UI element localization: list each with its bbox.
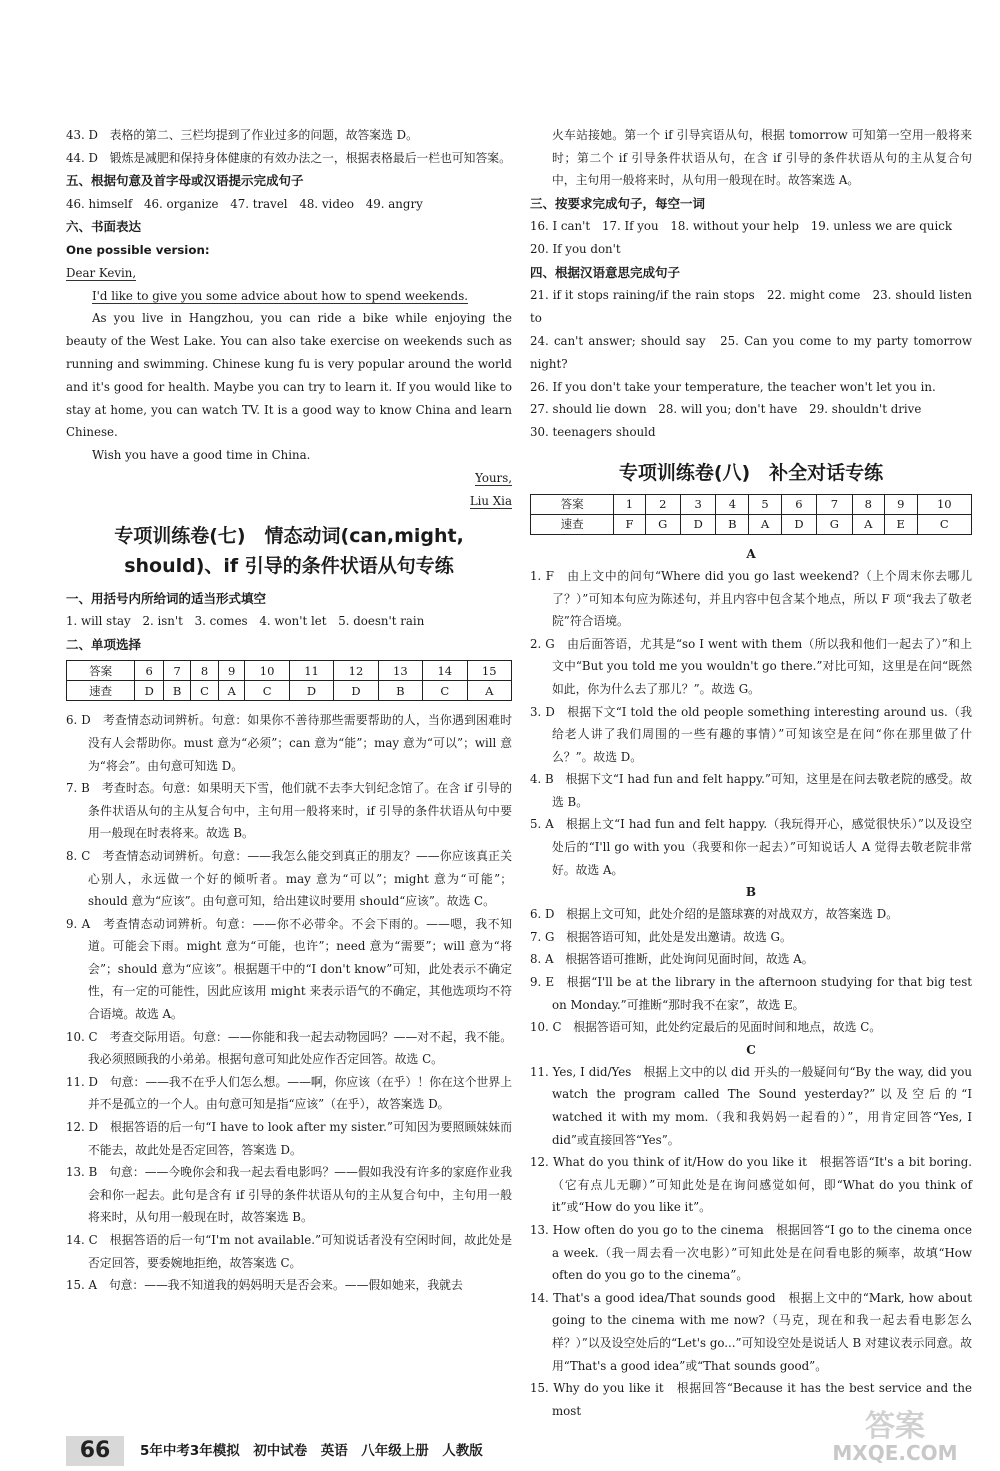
table-cell: D — [334, 681, 378, 701]
section-title-7-line1: 专项训练卷(七) 情态动词(can,might, — [114, 524, 464, 547]
answer-table-8-answers-row — [531, 514, 972, 534]
table-label: 答案 — [67, 661, 135, 681]
answer-table-7-answers-row — [67, 681, 512, 701]
table-cell: A — [218, 681, 244, 701]
table-label: 速查 — [531, 514, 614, 534]
explanation-6: 6. D 考查情态动词辨析。句意：如果你不善待那些需要帮助的人，当你遇到困难时没有人会帮助你。must 意为“必须”；can 意为“能”；may 意为“可以”；will 意为“将会”。由句意可知选 D。 — [66, 713, 512, 773]
section-3-heading: 三、按要求完成句子，每空一词 — [530, 195, 706, 211]
answer-table-8-nums-row — [531, 494, 972, 514]
section-4-line: 30. teenagers should — [530, 425, 656, 440]
section-3-line-2: 20. If you don't — [530, 242, 621, 257]
section-3-line-1: 16. I can't 17. If you 18. without your help 19. unless we are quick — [530, 219, 952, 234]
answer-table-8 — [530, 494, 972, 535]
letter-closing: Yours, — [475, 470, 512, 485]
section-title-7-line2: should)、if 引导的条件状语从句专练 — [124, 554, 454, 577]
table-cell: 14 — [423, 661, 467, 681]
adjacent-page-edge — [988, 190, 1000, 1330]
table-cell: 2 — [645, 494, 680, 514]
table-cell: 6 — [135, 661, 164, 681]
publication-info: 5年中考3年模拟 初中试卷 英语 八年级上册 人教版 — [140, 1443, 483, 1459]
part-1-heading: 一、用括号内所给词的适当形式填空 — [66, 590, 267, 606]
table-cell: 7 — [817, 494, 852, 514]
table-cell: C — [191, 681, 219, 701]
answer-43: 43. D 表格的第二、三栏均提到了作业过多的问题，故答案选 D。 — [66, 128, 418, 142]
table-cell: F — [614, 514, 645, 534]
right-column — [530, 124, 972, 1422]
section-4-line: 21. if it stops raining/if the rain stops 22. might come 23. should listen to — [530, 288, 972, 326]
table-cell: G — [645, 514, 680, 534]
part-1-answers: 1. will stay 2. isn't 3. comes 4. won't let 5. doesn't rain — [66, 614, 425, 629]
dialogue-explanation-11: 11. Yes, I did/Yes 根据上文中的以 did 开头的一般疑问句“By the way, did you watch the program called The Sound yesterday?”以及空后的“I watched it with my mom.（我和我妈妈一起看的）”，用肯定回答“Yes, I did”或直接回答“Yes”。 — [530, 1064, 972, 1147]
dialogue-explanation-10: 10. C 根据答语可知，此处约定最后的见面时间和地点，故选 C。 — [530, 1020, 882, 1035]
part-a-label: A — [746, 546, 756, 561]
explanation-13: 13. B 句意：——今晚你会和我一起去看电影吗？——假如我没有许多的家庭作业我会和你一起去。此句是含有 if 引导的条件状语从句的主从复合句中，主句用一般将来时，从句用一般现在时，故答案选 B。 — [66, 1165, 512, 1225]
section-5-answers: 46. himself 46. organize 47. travel 48. video 49. angry — [66, 196, 423, 211]
watermark-text: MXQE.COM — [832, 1441, 958, 1465]
letter-salutation: Dear Kevin, — [66, 265, 137, 280]
explanation-9: 9. A 考查情态动词辨析。句意：——你不必带伞。不会下雨的。——嗯，我不知道。可能会下雨。might 意为“可能，也许”；need 意为“需要”；will 意为“将会”；should 意为“应该”。根据题干中的“I don't know”可知，此处表示不确定性，有一定的可能性，因此应该用 might 来表示语气的不确定，其他选项均不符合语境。故选 A。 — [66, 916, 512, 1022]
dialogue-explanation-15: 15. Why do you like it 根据回答“Because it has the best service and the most — [530, 1381, 972, 1418]
explanation-12: 12. D 根据答语的后一句“I have to look after my sister.”可知因为要照顾妹妹而不能去，故此处是否定回答，答案选 D。 — [66, 1120, 512, 1157]
section-title-7 — [66, 521, 512, 581]
table-cell: 13 — [378, 661, 422, 681]
dialogue-explanation-7: 7. G 根据答语可知，此处是发出邀请。故选 G。 — [530, 929, 792, 944]
dialogue-explanation-14: 14. That's a good idea/That sounds good 根据上文中的“Mark, how about going to the cinema with me now?（马克，现在和我一起去看电影怎么样？）”以及设空处后的“Let's go...”可知设空处是说话人 B 对建议表示同意。故用“That's a good idea”或“That sounds good”。 — [530, 1290, 972, 1373]
table-cell: G — [817, 514, 852, 534]
table-cell: 15 — [467, 661, 512, 681]
answer-44: 44. D 锻炼是减肥和保持身体健康的有效办法之一，根据表格最后一栏也可知答案。 — [66, 150, 511, 165]
table-cell: A — [467, 681, 512, 701]
table-cell: D — [680, 514, 716, 534]
letter-signature: Liu Xia — [469, 493, 512, 508]
section-4-heading: 四、根据汉语意思完成句子 — [530, 264, 681, 280]
page-footer — [66, 1436, 586, 1466]
dialogue-explanation-6: 6. D 根据上文可知，此处介绍的是篮球赛的对战双方，故答案选 D。 — [530, 907, 898, 922]
table-cell: 9 — [884, 494, 917, 514]
table-cell: D — [135, 681, 164, 701]
table-label: 答案 — [531, 494, 614, 514]
part-c-label: C — [746, 1042, 756, 1057]
dialogue-explanation-13: 13. How often do you go to the cinema 根据回答“I go to the cinema once a week.（我一周去看一次电影）”可知此处是在问看电影的频率，故填“How often do you go to the cinema”。 — [530, 1222, 972, 1283]
answer-table-7-nums-row — [67, 661, 512, 681]
continuation-text: 火车站接她。第一个 if 引导宾语从句，根据 tomorrow 可知第一空用一般将来时；第二个 if 引导条件状语从句，在含 if 引导的条件状语从句的主从复合句中，主句用一般将来时，从句用一般现在时。故答案选 A。 — [552, 128, 972, 188]
table-cell: 10 — [917, 494, 971, 514]
section-title-8: 专项训练卷(八) 补全对话专练 — [618, 461, 884, 484]
table-cell: 3 — [680, 494, 716, 514]
table-cell: 9 — [218, 661, 244, 681]
table-cell: B — [378, 681, 422, 701]
section-4-line: 24. can't answer; should say 25. Can you come to my party tomorrow night? — [530, 333, 972, 371]
section-4-line: 26. If you don't take your temperature, the teacher won't let you in. — [530, 379, 936, 394]
explanation-14: 14. C 根据答语的后一句“I'm not available.”可知说话者没有空闲时间，故此处是否定回答，要委婉地拒绝，故答案选 C。 — [66, 1233, 512, 1270]
dialogue-explanation-3: 3. D 根据下文“I told the old people something interesting around us.（我给老人讲了我们周围的一些有趣的事情）”可知该空是在问“你在那里做了什么？”。故选 D。 — [530, 704, 972, 764]
dialogue-explanation-5: 5. A 根据上文“I had fun and felt happy.（我玩得开心，感觉很快乐）”以及设空处后的“I'll go with you（我要和你一起去）”可知说话人 A 觉得去敬老院非常好。故选 A。 — [530, 817, 972, 877]
table-cell: C — [245, 681, 289, 701]
table-cell: 12 — [334, 661, 378, 681]
dialogue-explanation-1: 1. F 由上文中的问句“Where did you go last weekend?（上个周末你去哪儿了？）”可知本句应为陈述句，并且内容中包含某个地点，所以 F 项“我去了敬老院”符合语境。 — [530, 568, 972, 629]
table-label: 速查 — [67, 681, 135, 701]
table-cell: 4 — [716, 494, 749, 514]
section-6-heading: 六、书面表达 — [66, 219, 142, 235]
table-cell: B — [716, 514, 749, 534]
table-cell: 1 — [614, 494, 645, 514]
explanation-7: 7. B 考查时态。句意：如果明天下雪，他们就不去李大钊纪念馆了。在含 if 引导的条件状语从句的主从复合句中，主句用一般将来时，if 引导的条件状语从句中要用一般现在时表将来。故选 B。 — [66, 781, 512, 841]
table-cell: B — [164, 681, 191, 701]
part-b-label: B — [745, 885, 757, 900]
explanation-11: 11. D 句意：——我不在乎人们怎么想。——啊，你应该（在乎）！你在这个世界上并不是孤立的一个人。由句意可知是指“应该”（在乎），故答案选 D。 — [66, 1074, 512, 1112]
letter-para-2: As you live in Hangzhou, you can ride a bike while enjoying the beauty of the West Lake. You can also take exercise on weekends such as running and swimming. Chinese kung fu is very popular around the world and it's good for health. Maybe you can try to learn it. If you would like to stay at home, you can watch TV. It is a good way to know China and learn Chinese. — [66, 311, 512, 440]
dialogue-explanation-2: 2. G 由后面答语，尤其是“so I went with them（所以我和他们一起去了）”和上文中“But you told me you wouldn't go there.”对比可知，这里是在问“既然如此，你为什么去了那儿？”。故选 G。 — [530, 636, 972, 696]
table-cell: E — [884, 514, 917, 534]
table-cell: C — [917, 514, 971, 534]
answer-table-7 — [66, 660, 512, 701]
table-cell: 5 — [749, 494, 781, 514]
table-cell: D — [289, 681, 333, 701]
dialogue-explanation-9: 9. E 根据“I'll be at the library in the afternoon studying for that big test on Monday.”可推断“那时我不在家”，故选 E。 — [530, 975, 972, 1012]
dialogue-explanation-8: 8. A 根据答语可推断，此处询问见面时间，故选 A。 — [530, 952, 814, 967]
left-column — [66, 124, 512, 1297]
page-number: 66 — [66, 1436, 124, 1466]
explanation-8: 8. C 考查情态动词辨析。句意：——我怎么能交到真正的朋友？——你应该真正关心别人，永远做一个好的倾听者。may 意为“可以”；might 意为“可能”；should 意为“应该”。由句意可知，给出建议时要用 should“应该”。故选 C。 — [66, 848, 512, 909]
watermark-logo — [800, 1396, 990, 1466]
table-cell: 10 — [245, 661, 289, 681]
table-cell: 8 — [852, 494, 884, 514]
part-2-heading: 二、单项选择 — [66, 636, 142, 652]
table-cell: A — [749, 514, 781, 534]
table-cell: 11 — [289, 661, 333, 681]
table-cell: A — [852, 514, 884, 534]
letter-para-1: I'd like to give you some advice about how to spend weekends. — [92, 288, 469, 303]
section-5-heading: 五、根据句意及首字母或汉语提示完成句子 — [66, 173, 304, 189]
table-cell: D — [781, 514, 817, 534]
table-cell: 7 — [164, 661, 191, 681]
watermark-glyphs: 答案 — [865, 1409, 925, 1444]
possible-version-label: One possible version: — [66, 242, 210, 257]
dialogue-explanation-4: 4. B 根据下文“I had fun and felt happy.”可知，这里是在问去敬老院的感受。故选 B。 — [530, 772, 972, 809]
explanation-15: 15. A 句意：——我不知道我的妈妈明天是否会来。——假如她来，我就去 — [66, 1278, 463, 1293]
explanation-10: 10. C 考查交际用语。句意：——你能和我一起去动物园吗？——对不起，我不能。我必须照顾我的小弟弟。根据句意可知此处应作否定回答。故选 C。 — [66, 1029, 512, 1067]
dialogue-explanation-12: 12. What do you think of it/How do you like it 根据答语“It's a bit boring.（它有点儿无聊）”可知此处是在询问感觉如何，即“What do you think of it”或“How do you like it”。 — [530, 1155, 972, 1215]
letter-para-3: Wish you have a good time in China. — [92, 448, 311, 463]
table-cell: 6 — [781, 494, 817, 514]
section-4-line: 27. should lie down 28. will you; don't have 29. shouldn't drive — [530, 402, 922, 417]
table-cell: C — [423, 681, 467, 701]
table-cell: 8 — [191, 661, 219, 681]
